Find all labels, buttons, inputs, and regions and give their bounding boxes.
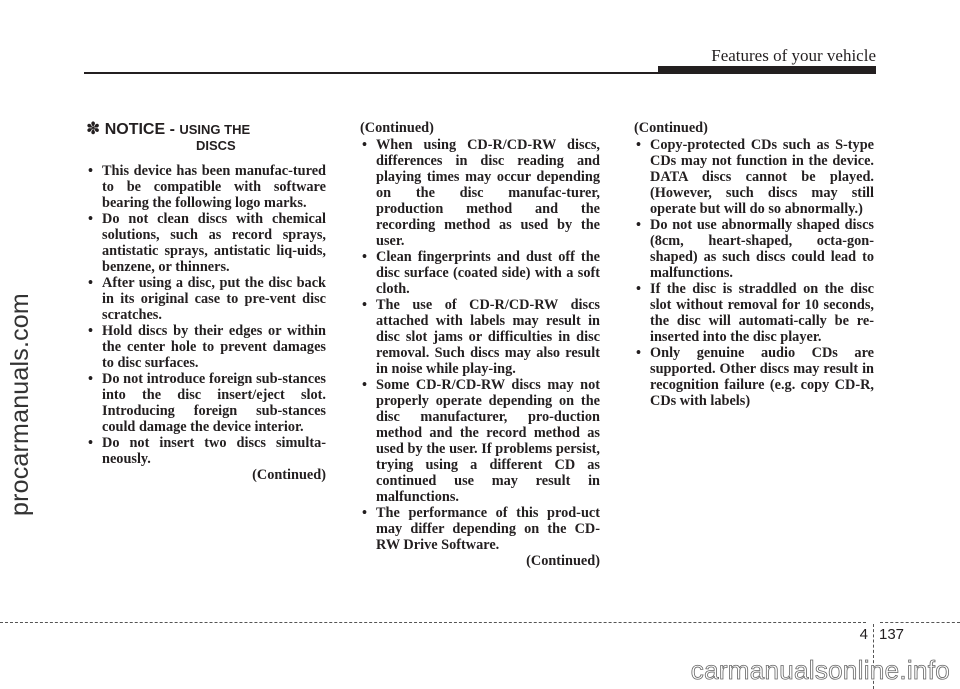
list-item: • Only genuine audio CDs are supported. Other discs may result in recognition failure (e.g. copy CD-R, CDs with labels) <box>636 345 874 409</box>
bullet-icon: • <box>88 435 94 451</box>
notice-subtitle-line2: DISCS <box>196 138 236 153</box>
list-item: • If the disc is straddled on the disc slot without removal for 10 seconds, the disc will automati-cally be re-inserted into the disc player. <box>636 281 874 345</box>
bullet-icon: • <box>636 345 642 361</box>
bullet-icon: • <box>636 137 642 153</box>
list-item: • After using a disc, put the disc back in its original case to pre-vent disc scratches. <box>88 275 326 323</box>
bullet-icon: • <box>362 377 368 393</box>
list-item: • Some CD-R/CD-RW discs may not properly operate depending on the disc manufacturer, pro-duction method and the record method as used by the user. If problems persist, trying using a different CD as continued use may result in malfunctions. <box>362 377 600 505</box>
list-item: • Copy-protected CDs such as S-type CDs may not function in the device. DATA discs cannot be played. (However, such discs may still operate but will do so abnormally.) <box>636 137 874 217</box>
chapter-title: Features of your vehicle <box>711 46 876 65</box>
notice-star-icon: ✽ <box>86 119 101 138</box>
list-item: • The performance of this prod-uct may differ depending on the CD-RW Drive Software. <box>362 505 600 553</box>
bullet-icon: • <box>88 163 94 179</box>
bullet-icon: • <box>88 275 94 291</box>
notice-heading <box>86 120 326 153</box>
continued-from-label: (Continued) <box>360 120 434 136</box>
bullet-icon: • <box>362 505 368 521</box>
bullet-icon: • <box>362 249 368 265</box>
bullet-icon: • <box>88 323 94 339</box>
bullet-icon: • <box>636 217 642 233</box>
list-item: • Do not clean discs with chemical solutions, such as record sprays, antistatic sprays, antistatic liq-uids, benzene, or thinners. <box>88 211 326 275</box>
continued-label: (Continued) <box>252 467 326 483</box>
notice-label: NOTICE - <box>104 121 175 138</box>
list-item: • This device has been manufac-tured to be compatible with software bearing the following logo marks. <box>88 163 326 211</box>
list-item: • Clean fingerprints and dust off the disc surface (coated side) with a soft cloth. <box>362 249 600 297</box>
bullet-icon: • <box>88 211 94 227</box>
column-1 <box>86 120 326 483</box>
notice-subtitle-line1: USING THE <box>179 122 251 137</box>
bullet-icon: • <box>88 371 94 387</box>
list-item: • Do not introduce foreign sub-stances into the disc insert/eject slot. Introducing foreign sub-stances could damage the device interior. <box>88 371 326 435</box>
section-number: 4 <box>859 626 868 643</box>
bullet-icon: • <box>636 281 642 297</box>
bullet-icon: • <box>362 137 368 153</box>
list-item: • Do not insert two discs simulta-neously. <box>88 435 326 467</box>
page-number: 137 <box>879 626 905 643</box>
notice-list <box>634 137 874 409</box>
list-item: • Do not use abnormally shaped discs (8cm, heart-shaped, octa-gon-shaped) as such discs could lead to malfunctions. <box>636 217 874 281</box>
list-item: • Hold discs by their edges or within the center hole to prevent damages to disc surfaces. <box>88 323 326 371</box>
header-rule-accent <box>658 66 876 73</box>
side-watermark: procarmanuals.com <box>6 293 34 517</box>
bullet-icon: • <box>362 297 368 313</box>
footer-rule-right <box>880 622 960 623</box>
list-item: • When using CD-R/CD-RW discs, differences in disc reading and playing times may occur depending on the disc manufac-turer, production method and the recording method as used by the user. <box>362 137 600 249</box>
bottom-watermark: carmanualsonline.info <box>690 655 950 685</box>
continued-label: (Continued) <box>526 553 600 569</box>
column-2 <box>360 120 600 569</box>
column-3 <box>634 120 874 409</box>
notice-list <box>86 163 326 467</box>
footer-rule <box>0 622 866 623</box>
notice-list <box>360 137 600 553</box>
continued-from-label: (Continued) <box>634 120 708 136</box>
list-item: • The use of CD-R/CD-RW discs attached with labels may result in disc slot jams or difficulties in disc removal. Such discs may also result in noise while play-ing. <box>362 297 600 377</box>
